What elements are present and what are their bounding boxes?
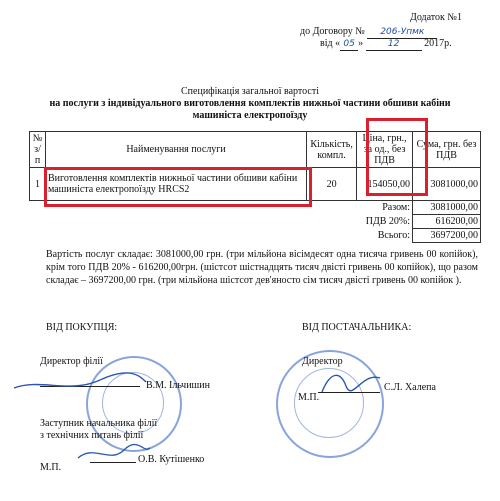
buyer-director-name: В.М. Ільчишин [146, 380, 210, 391]
spec-subtitle-2: машиніста електропоїзду [192, 110, 308, 121]
buyer-heading: ВІД ПОКУПЦЯ: [46, 322, 118, 333]
row-sum: 3081000,00 [413, 168, 481, 201]
buyer-deputy-name: О.В. Кутішенко [138, 454, 205, 465]
row-service-name: Виготовлення комплектів нижньої частини обшиви кабіни машиніста електропоїзду HRCS2 [45, 168, 306, 201]
supplier-director-name: С.Л. Халепа [384, 382, 436, 393]
highlight-service-name [44, 167, 312, 207]
col-header-qty: Кількість, компл. [307, 132, 357, 168]
supplier-director-title: Директор [302, 356, 343, 367]
spec-subtitle-1: на послуги з індивідуального виготовлення комплектів нижньої частини обшиви кабіни [49, 98, 451, 109]
total-row-grand [30, 229, 481, 243]
col-header-price: Ціна, грн., за од., без ПДВ [357, 132, 413, 168]
highlight-price-column [366, 118, 428, 196]
date-from-label: від « [320, 38, 341, 49]
addendum-label: Додаток №1 [410, 12, 462, 23]
contract-ref-label: до Договору № [300, 26, 365, 37]
row-num: 1 [30, 168, 46, 201]
supplier-mp: М.П. [298, 392, 320, 403]
buyer-director-signature [10, 368, 150, 396]
date-day: 05 [340, 38, 358, 51]
row-qty: 20 [307, 168, 357, 201]
date-year: 2017р. [424, 38, 452, 49]
col-header-num: № з/п [30, 132, 46, 168]
vat-value: 616200,00 [413, 215, 481, 229]
supplier-heading: ВІД ПОСТАЧАЛЬНИКА: [302, 322, 412, 333]
supplier-director-signature [316, 366, 386, 398]
contract-number: 206-Упмк [367, 26, 437, 39]
buyer-deputy-signature-line [90, 462, 136, 463]
col-header-name: Найменування послуги [45, 132, 306, 168]
buyer-deputy-title-1: Заступник начальника філії [40, 418, 158, 429]
subtotal-label: Разом: [30, 201, 413, 215]
buyer-deputy-title-2: з технічних питань філії [40, 430, 144, 441]
supplier-director-signature-line [318, 392, 380, 393]
row-price: 154050,00 [357, 168, 413, 201]
contract-date: від « 05 » 12 2017р. [320, 38, 452, 49]
subtotal-value: 3081000,00 [413, 201, 481, 215]
vat-label: ПДВ 20%: [30, 215, 413, 229]
buyer-director-title: Директор філії [40, 356, 103, 367]
summary-text: Вартість послуг складає: 3081000,00 грн. (три мільйона вісімдесят одна тисяча гривень 00 копійок), крім того ПДВ 20% - 616200,00грн. (шістсот шістнадцять тисяч двісті гривень 00 копійок), що разом складає – 3697200,00 грн. (три мільйона шістсот дев'яносто сім тисяч двісті гривень 00 копійок ). [46, 249, 478, 286]
col-header-sum: Сума, грн. без ПДВ [413, 132, 481, 168]
spec-title: Специфікація загальної вартості [181, 86, 319, 97]
grand-total-value: 3697200,00 [413, 229, 481, 243]
date-month: 12 [366, 38, 422, 51]
grand-total-label: Всього: [30, 229, 413, 243]
total-row-vat [30, 215, 481, 229]
buyer-mp: М.П. [40, 462, 62, 473]
